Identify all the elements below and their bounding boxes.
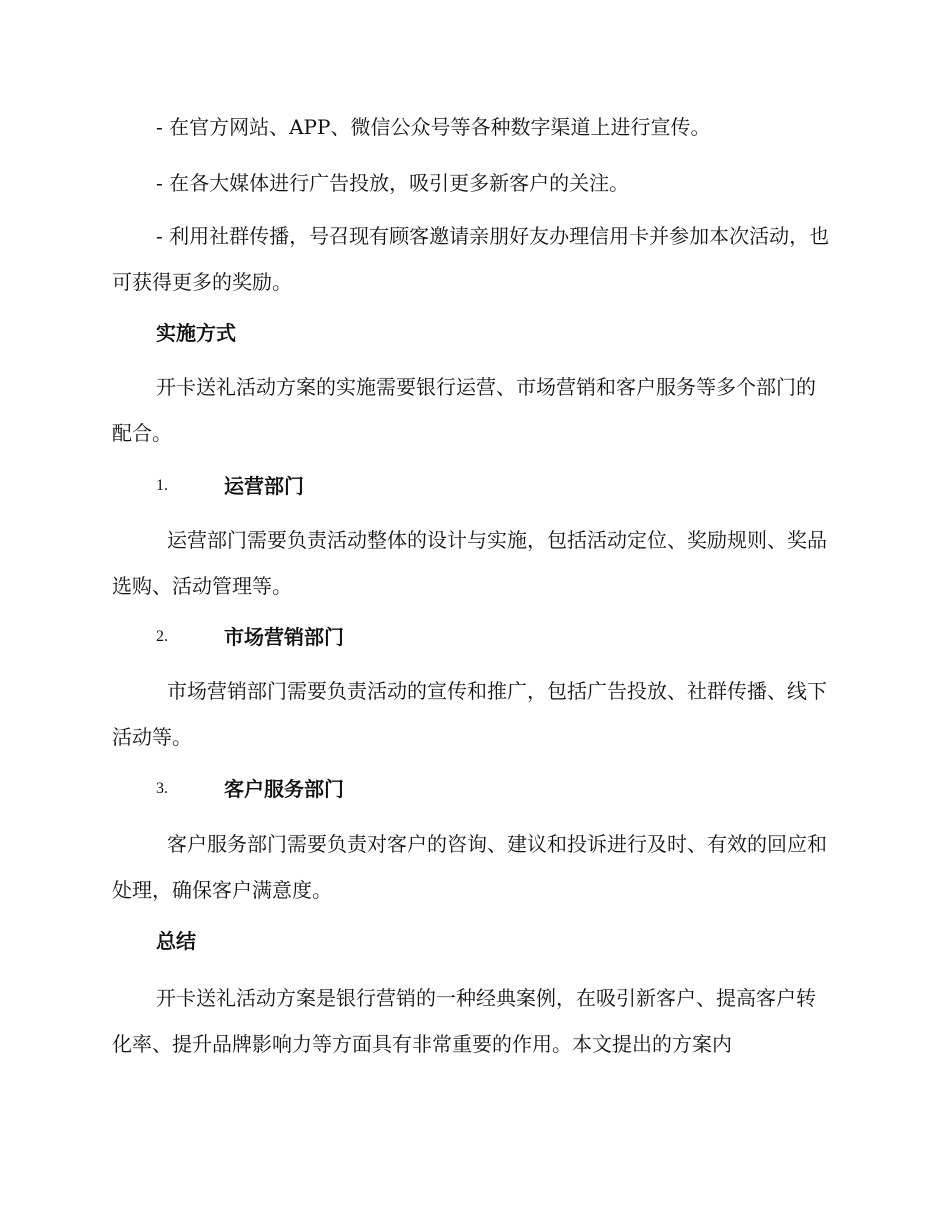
customer-service-description: 客户服务部门需要负责对客户的咨询、建议和投诉进行及时、有效的回应和处理，确保客户满意度。 [112,832,827,902]
list-title-marketing: 市场营销部门 [224,625,344,649]
heading-implementation: 实施方式 [156,321,236,345]
bullet-social-referral: - 利用社群传播，号召现有顾客邀请亲朋好友办理信用卡并参加本次活动，也可获得更多的奖励。 [112,224,830,294]
operations-description: 运营部门需要负责活动整体的设计与实施，包括活动定位、奖励规则、奖品选购、活动管理等。 [112,528,827,598]
implementation-intro: 开卡送礼活动方案的实施需要银行运营、市场营销和客户服务等多个部门的配合。 [112,375,816,445]
list-title-customer-service: 客户服务部门 [224,777,344,801]
heading-summary: 总结 [156,929,196,953]
list-title-operations: 运营部门 [224,474,304,498]
list-number-1: 1. [156,477,168,494]
bullet-digital-channels: - 在官方网站、APP、微信公众号等各种数字渠道上进行宣传。 [156,115,711,139]
list-number-2: 2. [156,628,168,645]
summary-body: 开卡送礼活动方案是银行营销的一种经典案例，在吸引新客户、提高客户转化率、提升品牌影响力等方面具有非常重要的作用。本文提出的方案内 [112,986,816,1056]
bullet-media-ads: - 在各大媒体进行广告投放，吸引更多新客户的关注。 [156,171,630,195]
marketing-description: 市场营销部门需要负责活动的宣传和推广，包括广告投放、社群传播、线下活动等。 [112,679,827,749]
list-number-3: 3. [156,780,168,797]
